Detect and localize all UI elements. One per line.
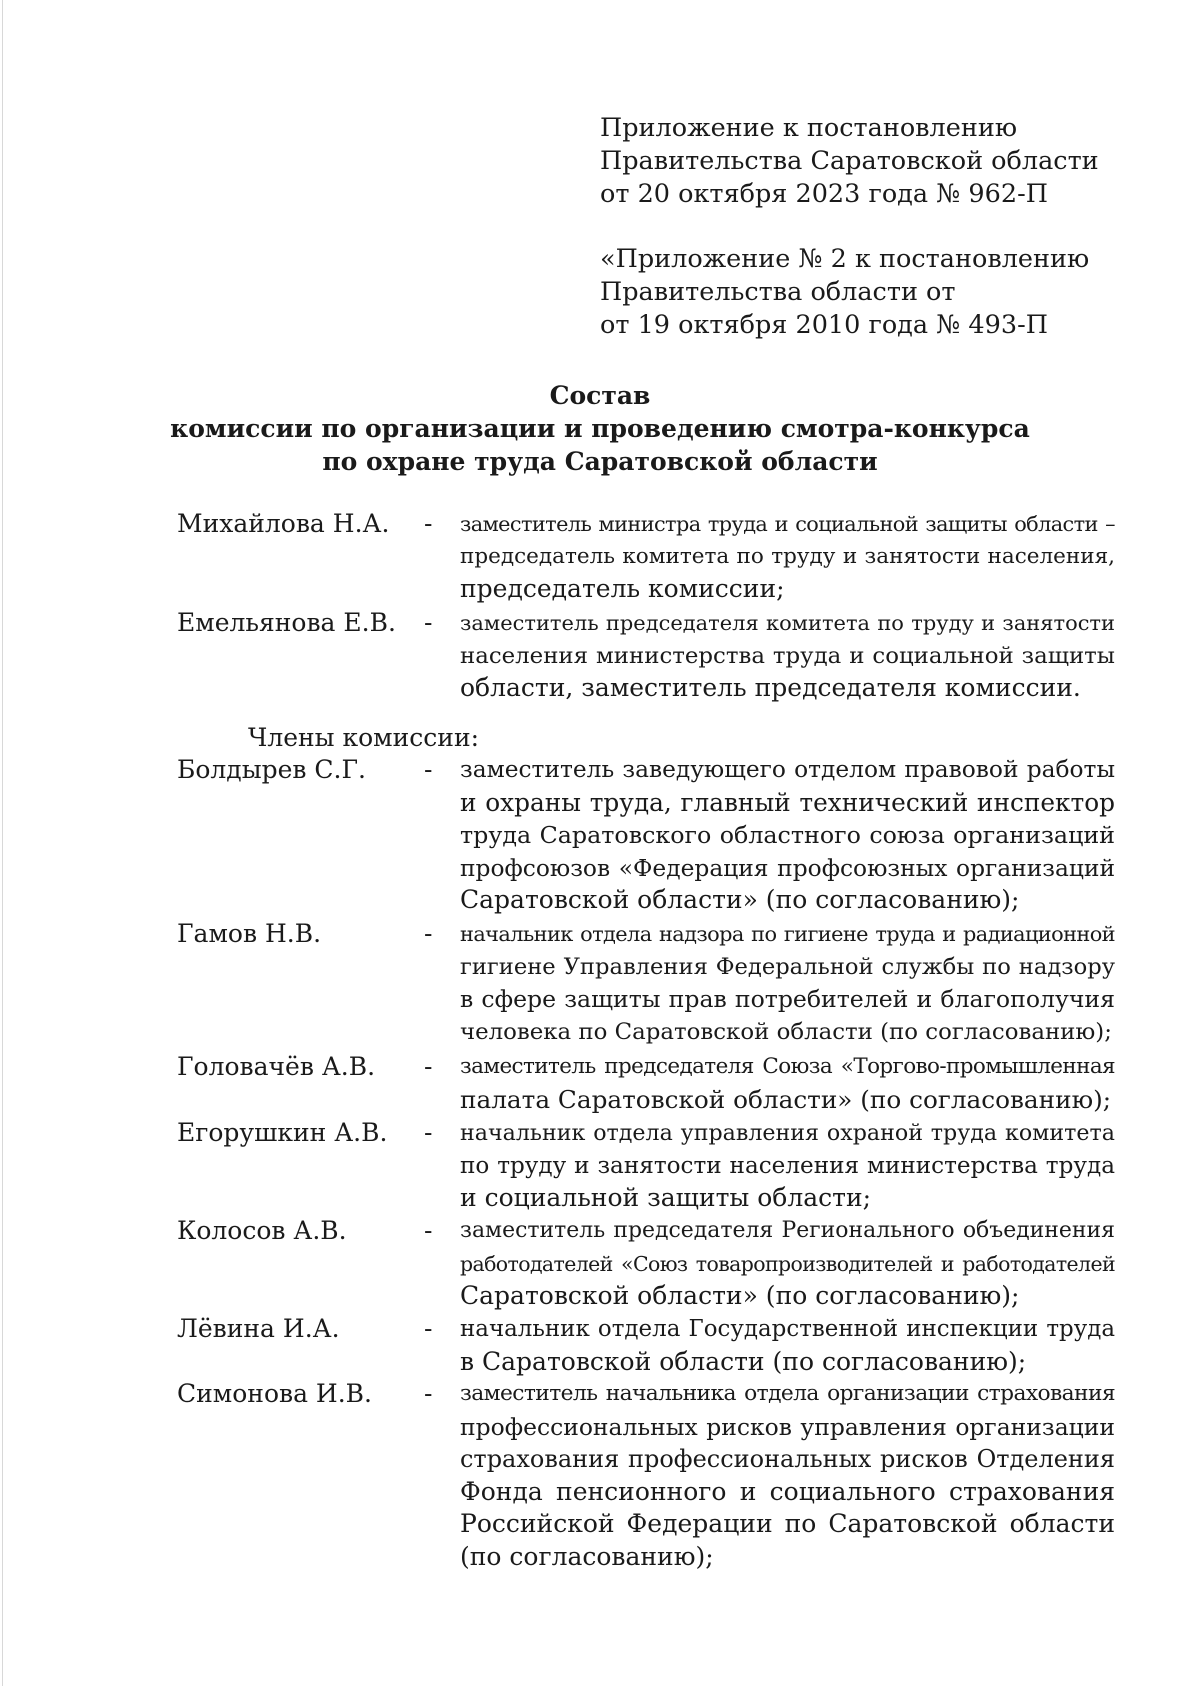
member-name: Головачёв А.В. — [177, 1052, 376, 1081]
member-position — [460, 508, 1115, 606]
position-line: палата Саратовской области» (по согласованию); — [460, 1084, 1112, 1114]
document-title — [150, 379, 1050, 478]
member-position — [460, 1313, 1115, 1378]
position-line: (по согласованию); — [460, 1541, 714, 1571]
position-line: Саратовской области» (по согласованию); — [460, 885, 1020, 914]
position-line: работодателей «Союз товаропроизводителей и работодателей — [460, 1251, 1115, 1276]
position-line: в сфере защиты прав потребителей и благополучия — [460, 985, 1115, 1013]
position-line: населения министерства труда и социальной защиты — [460, 642, 1115, 669]
position-line: и социальной защиты области; — [460, 1183, 872, 1212]
position-line: заместитель начальника отдела организации страхования — [460, 1381, 1115, 1406]
member-position — [460, 607, 1115, 705]
entry-dash: - — [424, 919, 433, 948]
appendix-line: от 20 октября 2023 года № 962-П — [600, 179, 1048, 209]
member-name: Егорушкин А.В. — [177, 1118, 388, 1147]
member-position — [460, 1051, 1115, 1116]
member-name: Михайлова Н.А. — [177, 509, 390, 538]
position-line: профессиональных рисков управления организации — [460, 1412, 1115, 1441]
position-line: человека по Саратовской области (по согласованию); — [460, 1018, 1112, 1045]
member-name: Лёвина И.А. — [177, 1314, 340, 1343]
member-name: Колосов А.В. — [177, 1216, 347, 1245]
position-line: труда Саратовского областного союза организаций — [460, 821, 1115, 849]
member-name: Гамов Н.В. — [177, 919, 322, 948]
position-line: Фонда пенсионного и социального страхования — [460, 1476, 1115, 1506]
position-line: начальник отдела управления охраной труда комитета — [460, 1120, 1115, 1146]
position-line: заместитель председателя Союза «Торгово-промышленная — [460, 1054, 1115, 1079]
members-heading: Члены комиссии: — [248, 723, 480, 752]
header-spacer — [600, 211, 1160, 243]
member-position — [460, 1117, 1115, 1215]
original-appendix-line: Правительства области от — [600, 277, 956, 307]
position-line: председатель комитета по труду и занятости населения, — [460, 543, 1115, 569]
position-line: в Саратовской области (по согласованию); — [460, 1346, 1027, 1376]
member-name: Емельянова Е.В. — [177, 608, 396, 637]
original-appendix-line: от 19 октября 2010 года № 493-П — [600, 310, 1048, 340]
member-name: Болдырев С.Г. — [177, 755, 366, 784]
position-line: начальник отдела надзора по гигиене труда и радиационной — [460, 922, 1115, 946]
entry-dash: - — [424, 1052, 433, 1081]
original-appendix-line: «Приложение № 2 к постановлению — [600, 244, 1090, 274]
entry-dash: - — [424, 755, 433, 784]
position-line: области, заместитель председателя комиссии. — [460, 673, 1081, 702]
title-line: Состав — [549, 381, 651, 410]
entry-dash: - — [424, 1379, 433, 1408]
title-line: комиссии по организации и проведению смотра-конкурса — [170, 414, 1030, 443]
appendix-header — [600, 112, 1160, 342]
position-line: Саратовской области» (по согласованию); — [460, 1281, 1020, 1310]
member-position — [460, 918, 1115, 1048]
position-line: и охраны труда, главный технический инспектор — [460, 787, 1115, 817]
entry-dash: - — [424, 1216, 433, 1245]
member-position — [460, 1378, 1115, 1573]
member-name: Симонова И.В. — [177, 1379, 372, 1408]
position-line: Российской Федерации по Саратовской области — [460, 1509, 1115, 1538]
position-line: профсоюзов «Федерация профсоюзных организаций — [460, 853, 1115, 882]
entry-dash: - — [424, 1314, 433, 1343]
position-line: по труду и занятости населения министерства труда — [460, 1152, 1115, 1179]
member-position — [460, 754, 1115, 917]
title-line: по охране труда Саратовской области — [322, 447, 878, 476]
position-line: заместитель министра труда и социальной защиты области – — [460, 512, 1115, 536]
member-position — [460, 1215, 1115, 1313]
scan-edge-line — [2, 0, 3, 1686]
position-line: председатель комиссии; — [460, 574, 785, 603]
position-line: заместитель заведующего отделом правовой работы — [460, 756, 1115, 783]
entry-dash: - — [424, 608, 433, 637]
appendix-line: Правительства Саратовской области — [600, 146, 1099, 176]
entry-dash: - — [424, 509, 433, 538]
position-line: заместитель председателя комитета по труду и занятости — [460, 611, 1115, 635]
appendix-line: Приложение к постановлению — [600, 113, 1018, 143]
position-line: заместитель председателя Регионального объединения — [460, 1218, 1115, 1243]
entry-dash: - — [424, 1118, 433, 1147]
position-line: начальник отдела Государственной инспекции труда — [460, 1316, 1115, 1342]
position-line: страхования профессиональных рисков Отделения — [460, 1445, 1115, 1473]
position-line: гигиене Управления Федеральной службы по надзору — [460, 953, 1115, 980]
